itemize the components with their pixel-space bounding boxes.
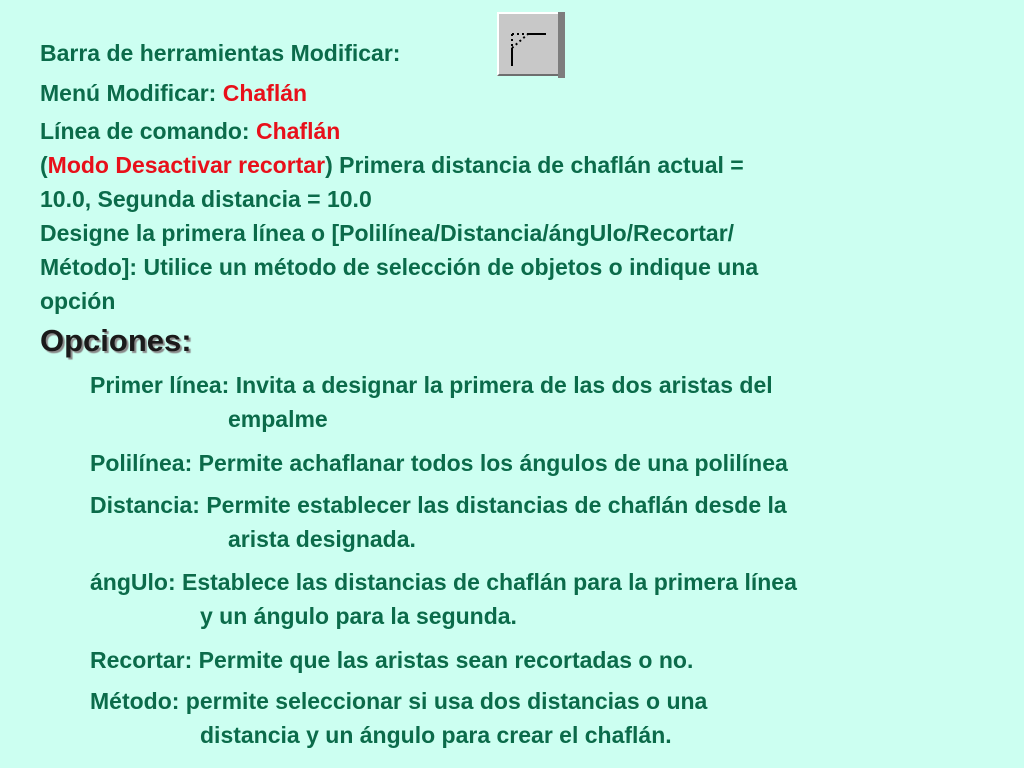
toolbar-edge xyxy=(558,12,565,78)
mode-line xyxy=(40,148,744,182)
option-text: Distancia: Permite establecer las distancias de chaflán desde la xyxy=(90,492,787,518)
command-line xyxy=(40,114,340,148)
option-item-primer-linea xyxy=(90,368,990,436)
chamfer-tool-icon xyxy=(499,14,559,74)
option-text-cont: y un ángulo para la segunda. xyxy=(200,603,517,629)
prompt-line-1: Designe la primera línea o [Polilínea/Distancia/ángUlo/Recortar/ xyxy=(40,220,735,246)
option-item-recortar xyxy=(90,643,990,677)
prompt-line-3: opción xyxy=(40,288,116,314)
mode-open: ( xyxy=(40,152,48,178)
options-heading: Opciones: xyxy=(40,323,192,358)
menu-value: Chaflán xyxy=(222,80,308,106)
menu-line xyxy=(40,76,307,110)
option-text-cont: distancia y un ángulo para crear el chaflán. xyxy=(200,722,672,748)
prompt-line-2: Método]: Utilice un método de selección de objetos o indique una xyxy=(40,254,759,280)
option-item-metodo xyxy=(90,684,990,752)
option-text: Método: permite seleccionar si usa dos distancias o una xyxy=(90,688,708,714)
command-prefix: Línea de comando: xyxy=(40,118,256,144)
mode-value: Modo Desactivar recortar xyxy=(47,152,326,178)
option-text-cont: empalme xyxy=(228,406,328,432)
mode-line-2: 10.0, Segunda distancia = 10.0 xyxy=(40,186,372,212)
option-item-angulo xyxy=(90,565,990,633)
option-text: ángUlo: Establece las distancias de chaflán para la primera línea xyxy=(90,569,797,595)
menu-prefix: Menú Modificar: xyxy=(40,80,223,106)
option-text: Recortar: Permite que las aristas sean recortadas o no. xyxy=(90,647,694,673)
command-value: Chaflán xyxy=(255,118,341,144)
option-text: Primer línea: Invita a designar la primera de las dos aristas del xyxy=(90,372,773,398)
toolbar-label: Barra de herramientas Modificar: xyxy=(40,40,401,66)
option-text-cont: arista designada. xyxy=(228,526,416,552)
option-text: Polilínea: Permite achaflanar todos los ángulos de una polilínea xyxy=(90,450,788,476)
option-item-polilinea xyxy=(90,446,990,480)
option-item-distancia xyxy=(90,488,990,556)
mode-rest: ) Primera distancia de chaflán actual = xyxy=(325,152,744,178)
chamfer-tool-button[interactable] xyxy=(497,12,561,76)
